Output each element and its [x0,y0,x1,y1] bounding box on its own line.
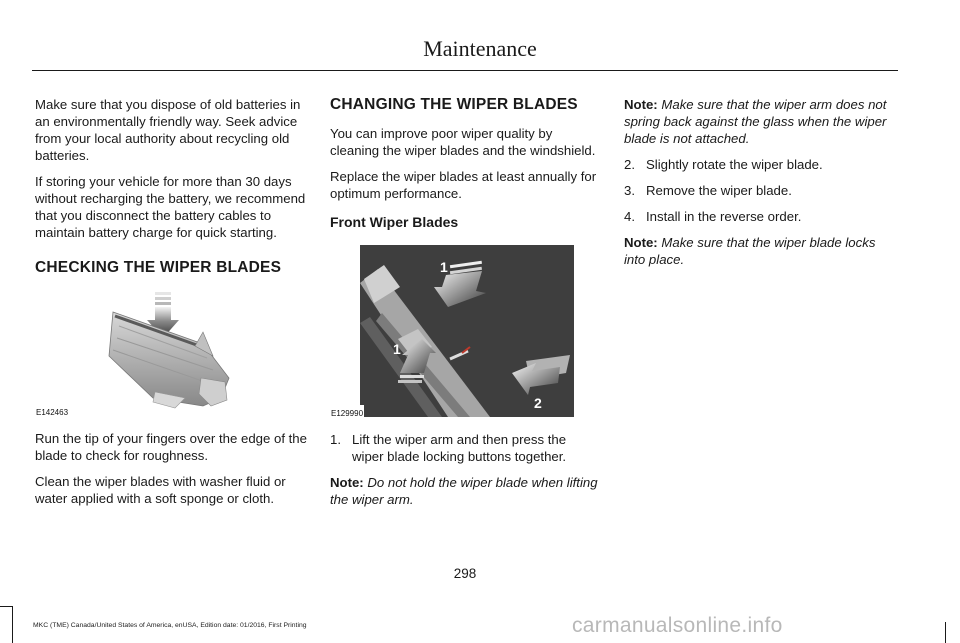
step-number: 2. [624,157,635,172]
footer-edition-text: MKC (TME) Canada/United States of America, enUSA, Edition date: 01/2016, First Printing [33,622,307,629]
column-middle [330,96,598,517]
column-right [624,96,896,277]
watermark: carmanualsonline.info [572,614,783,637]
figure-front-wiper [330,243,598,419]
note-spring-back [624,96,896,147]
note-do-not-hold [330,474,598,508]
figure-code: E142463 [35,404,69,421]
step-number: 3. [624,183,635,198]
crop-mark-left-vertical [12,606,13,643]
front-wiper-illustration [330,243,598,419]
column-left [35,96,307,516]
note-label: Note: [624,235,658,250]
wiper-blade-illustration [35,286,307,420]
figure-code: E129990 [330,405,364,422]
figure-label-2: 2 [534,395,542,411]
heading-checking-wiper-blades: CHECKING THE WIPER BLADES [35,259,282,276]
step-text: Install in the reverse order. [646,209,802,224]
page-title: Maintenance [423,36,537,61]
page-number: 298 [453,566,477,581]
note-blade-locks [624,234,896,268]
paragraph-clean-blades: Clean the wiper blades with washer fluid or water applied with a soft sponge or cloth. [35,474,286,506]
crop-mark-right-vertical [945,622,946,643]
note-text: Do not hold the wiper blade when lifting the wiper arm. [330,475,598,507]
step-number: 1. [330,432,341,447]
note-text: Make sure that the wiper blade locks into place. [624,235,876,267]
note-text: Make sure that the wiper arm does not spring back against the glass when the wiper blade is not attached. [624,97,887,146]
step-number: 4. [624,209,635,224]
paragraph-battery-storage: If storing your vehicle for more than 30 days without recharging the battery, we recommend that you disconnect the battery cables to maintain battery charge for quick starting. [35,174,306,240]
figure-label-1-top: 1 [440,259,448,275]
note-label: Note: [624,97,658,112]
step-1 [330,431,598,465]
figure-label-1-middle: 1 [393,341,401,357]
crop-mark-left-horizontal [0,606,13,607]
note-label: Note: [330,475,364,490]
paragraph-check-roughness: Run the tip of your fingers over the edge of the blade to check for roughness. [35,431,307,463]
paragraph-replace-annually: Replace the wiper blades at least annually for optimum performance. [330,169,597,201]
heading-changing-wiper-blades: CHANGING THE WIPER BLADES [330,96,578,113]
subheading-front-wiper-blades: Front Wiper Blades [330,214,459,230]
step-2 [624,156,896,173]
step-text: Slightly rotate the wiper blade. [646,157,823,172]
paragraph-battery-disposal: Make sure that you dispose of old batteries in an environmentally friendly way. Seek advice from your local authority about recycling old batteries. [35,97,301,163]
header-rule [32,70,898,71]
step-3 [624,182,896,199]
paragraph-improve-quality: You can improve poor wiper quality by cleaning the wiper blades and the windshield. [330,126,596,158]
step-text: Remove the wiper blade. [646,183,792,198]
step-4 [624,208,896,225]
step-text: Lift the wiper arm and then press the wiper blade locking buttons together. [352,432,567,464]
figure-checking-wiper [35,286,307,420]
